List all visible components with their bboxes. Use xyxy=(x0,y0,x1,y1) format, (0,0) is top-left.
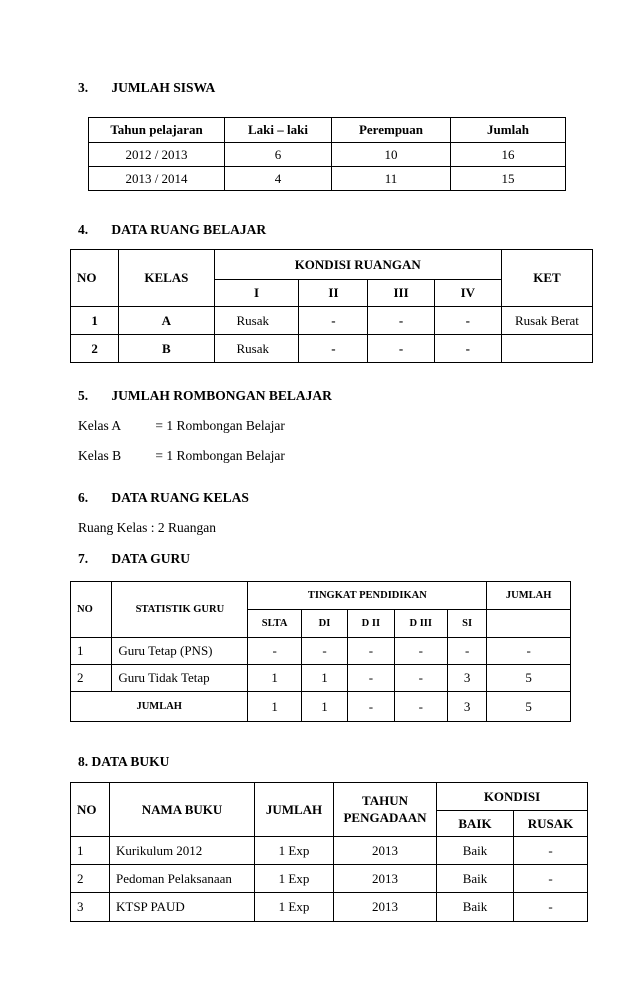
header-cell: D III xyxy=(394,610,447,638)
header-cell: I xyxy=(214,280,299,307)
table-cell: 3 xyxy=(71,893,110,922)
data-guru-table xyxy=(70,581,571,722)
table-cell: 5 xyxy=(487,692,571,722)
header-cell: DI xyxy=(301,610,347,638)
header-cell: TINGKAT PENDIDIKAN xyxy=(248,582,487,610)
header-cell: KET xyxy=(501,250,592,307)
table-cell: A xyxy=(119,307,214,335)
section-title: DATA GURU xyxy=(111,551,191,566)
table-total-row xyxy=(71,692,571,722)
table-cell: 1 Exp xyxy=(255,893,334,922)
header-cell: JUMLAH xyxy=(487,582,571,610)
table-cell: 1 xyxy=(71,638,112,665)
table-cell: - xyxy=(368,335,434,363)
table-cell: 11 xyxy=(332,167,451,191)
table-cell: 2 xyxy=(71,665,112,692)
table-cell: 1 xyxy=(248,665,301,692)
table-cell: 1 xyxy=(301,665,347,692)
header-cell: KONDISI RUANGAN xyxy=(214,250,501,280)
ruang-kelas-text: Ruang Kelas : 2 Ruangan xyxy=(78,520,216,535)
header-cell: STATISTIK GURU xyxy=(112,582,248,638)
table-cell: Rusak Berat xyxy=(501,307,592,335)
rombel-line xyxy=(78,448,285,464)
table-cell: 1 xyxy=(301,692,347,722)
section-number: 4. xyxy=(78,222,89,237)
header-cell: Jumlah xyxy=(451,118,566,143)
table-header-row xyxy=(89,118,566,143)
header-cell: KELAS xyxy=(119,250,214,307)
table-cell: - xyxy=(301,638,347,665)
table-cell: B xyxy=(119,335,214,363)
header-cell: Perempuan xyxy=(332,118,451,143)
table-cell: Baik xyxy=(437,837,514,865)
table-cell: 1 Exp xyxy=(255,837,334,865)
header-cell: NAMA BUKU xyxy=(110,783,255,837)
table-cell: Guru Tetap (PNS) xyxy=(112,638,248,665)
table-cell: 6 xyxy=(225,143,332,167)
table-cell: Rusak xyxy=(214,307,299,335)
table-cell: 2013 xyxy=(334,837,437,865)
header-cell: SLTA xyxy=(248,610,301,638)
table-cell xyxy=(501,335,592,363)
table-cell: Rusak xyxy=(214,335,299,363)
empty-cell xyxy=(487,610,571,638)
line-label: Kelas A xyxy=(78,418,122,433)
rombel-line xyxy=(78,418,285,434)
table-cell: - xyxy=(514,893,588,922)
table-cell: - xyxy=(394,665,447,692)
section-8-heading: 8. DATA BUKU xyxy=(78,754,170,769)
table-cell: 4 xyxy=(225,167,332,191)
section-5-heading xyxy=(78,388,332,404)
table-cell: Pedoman Pelaksanaan xyxy=(110,865,255,893)
section-title: JUMLAH ROMBONGAN BELAJAR xyxy=(111,388,332,403)
table-cell: 1 xyxy=(248,692,301,722)
table-cell: - xyxy=(348,692,394,722)
table-cell: 2013 xyxy=(334,893,437,922)
table-cell: - xyxy=(514,865,588,893)
table-cell: 3 xyxy=(447,692,486,722)
jumlah-siswa-table xyxy=(88,117,566,191)
header-cell: NO xyxy=(71,250,119,307)
header-cell: NO xyxy=(71,783,110,837)
header-cell: RUSAK xyxy=(514,811,588,837)
table-cell: 1 xyxy=(71,307,119,335)
section-3-heading xyxy=(78,80,215,96)
table-cell: 10 xyxy=(332,143,451,167)
table-row xyxy=(71,665,571,692)
table-header-row xyxy=(71,783,588,811)
table-cell: - xyxy=(299,335,368,363)
header-cell: JUMLAH xyxy=(255,783,334,837)
table-row xyxy=(71,893,588,922)
header-cell: Tahun pelajaran xyxy=(89,118,225,143)
table-cell: - xyxy=(394,692,447,722)
table-cell: - xyxy=(434,335,501,363)
table-cell: - xyxy=(248,638,301,665)
section-7-heading xyxy=(78,551,190,567)
header-cell: BAIK xyxy=(437,811,514,837)
table-cell: 15 xyxy=(451,167,566,191)
data-buku-table xyxy=(70,782,588,922)
table-cell: Guru Tidak Tetap xyxy=(112,665,248,692)
section-title: DATA RUANG KELAS xyxy=(111,490,249,505)
table-row xyxy=(89,167,566,191)
section-6-heading xyxy=(78,490,249,506)
table-cell: 2012 / 2013 xyxy=(89,143,225,167)
total-label-cell: JUMLAH xyxy=(71,692,248,722)
table-cell: KTSP PAUD xyxy=(110,893,255,922)
line-label: Kelas B xyxy=(78,448,122,463)
table-cell: - xyxy=(394,638,447,665)
table-cell: - xyxy=(368,307,434,335)
table-cell: - xyxy=(299,307,368,335)
header-cell: D II xyxy=(348,610,394,638)
line-value: = 1 Rombongan Belajar xyxy=(155,448,285,463)
table-cell: - xyxy=(348,638,394,665)
header-cell: TAHUN PENGADAAN xyxy=(334,783,437,837)
section-number: 7. xyxy=(78,551,89,566)
table-cell: Baik xyxy=(437,893,514,922)
table-header-row xyxy=(71,582,571,610)
table-row xyxy=(71,638,571,665)
section-title: JUMLAH SISWA xyxy=(111,80,216,95)
table-cell: - xyxy=(514,837,588,865)
table-cell: 5 xyxy=(487,665,571,692)
section-4-heading xyxy=(78,222,266,238)
header-cell: SI xyxy=(447,610,486,638)
table-cell: - xyxy=(434,307,501,335)
table-cell: Baik xyxy=(437,865,514,893)
table-cell: 2013 / 2014 xyxy=(89,167,225,191)
table-row xyxy=(71,307,593,335)
table-cell: 1 Exp xyxy=(255,865,334,893)
table-cell: 1 xyxy=(71,837,110,865)
table-cell: 2 xyxy=(71,335,119,363)
table-cell: Kurikulum 2012 xyxy=(110,837,255,865)
section-number: 3. xyxy=(78,80,89,95)
header-cell: IV xyxy=(434,280,501,307)
table-cell: - xyxy=(487,638,571,665)
table-cell: 3 xyxy=(447,665,486,692)
table-cell: 2013 xyxy=(334,865,437,893)
section-number: 6. xyxy=(78,490,89,505)
header-cell: II xyxy=(299,280,368,307)
section-title: DATA RUANG BELAJAR xyxy=(111,222,267,237)
table-row xyxy=(71,865,588,893)
header-cell: III xyxy=(368,280,434,307)
table-cell: - xyxy=(447,638,486,665)
table-row xyxy=(71,837,588,865)
table-row xyxy=(89,143,566,167)
header-cell: NO xyxy=(71,582,112,638)
table-cell: - xyxy=(348,665,394,692)
ruang-belajar-table xyxy=(70,249,593,363)
section-number: 5. xyxy=(78,388,89,403)
header-cell: KONDISI xyxy=(437,783,588,811)
table-header-row xyxy=(71,250,593,280)
header-cell: Laki – laki xyxy=(225,118,332,143)
table-row xyxy=(71,335,593,363)
line-value: = 1 Rombongan Belajar xyxy=(155,418,285,433)
table-cell: 2 xyxy=(71,865,110,893)
table-cell: 16 xyxy=(451,143,566,167)
